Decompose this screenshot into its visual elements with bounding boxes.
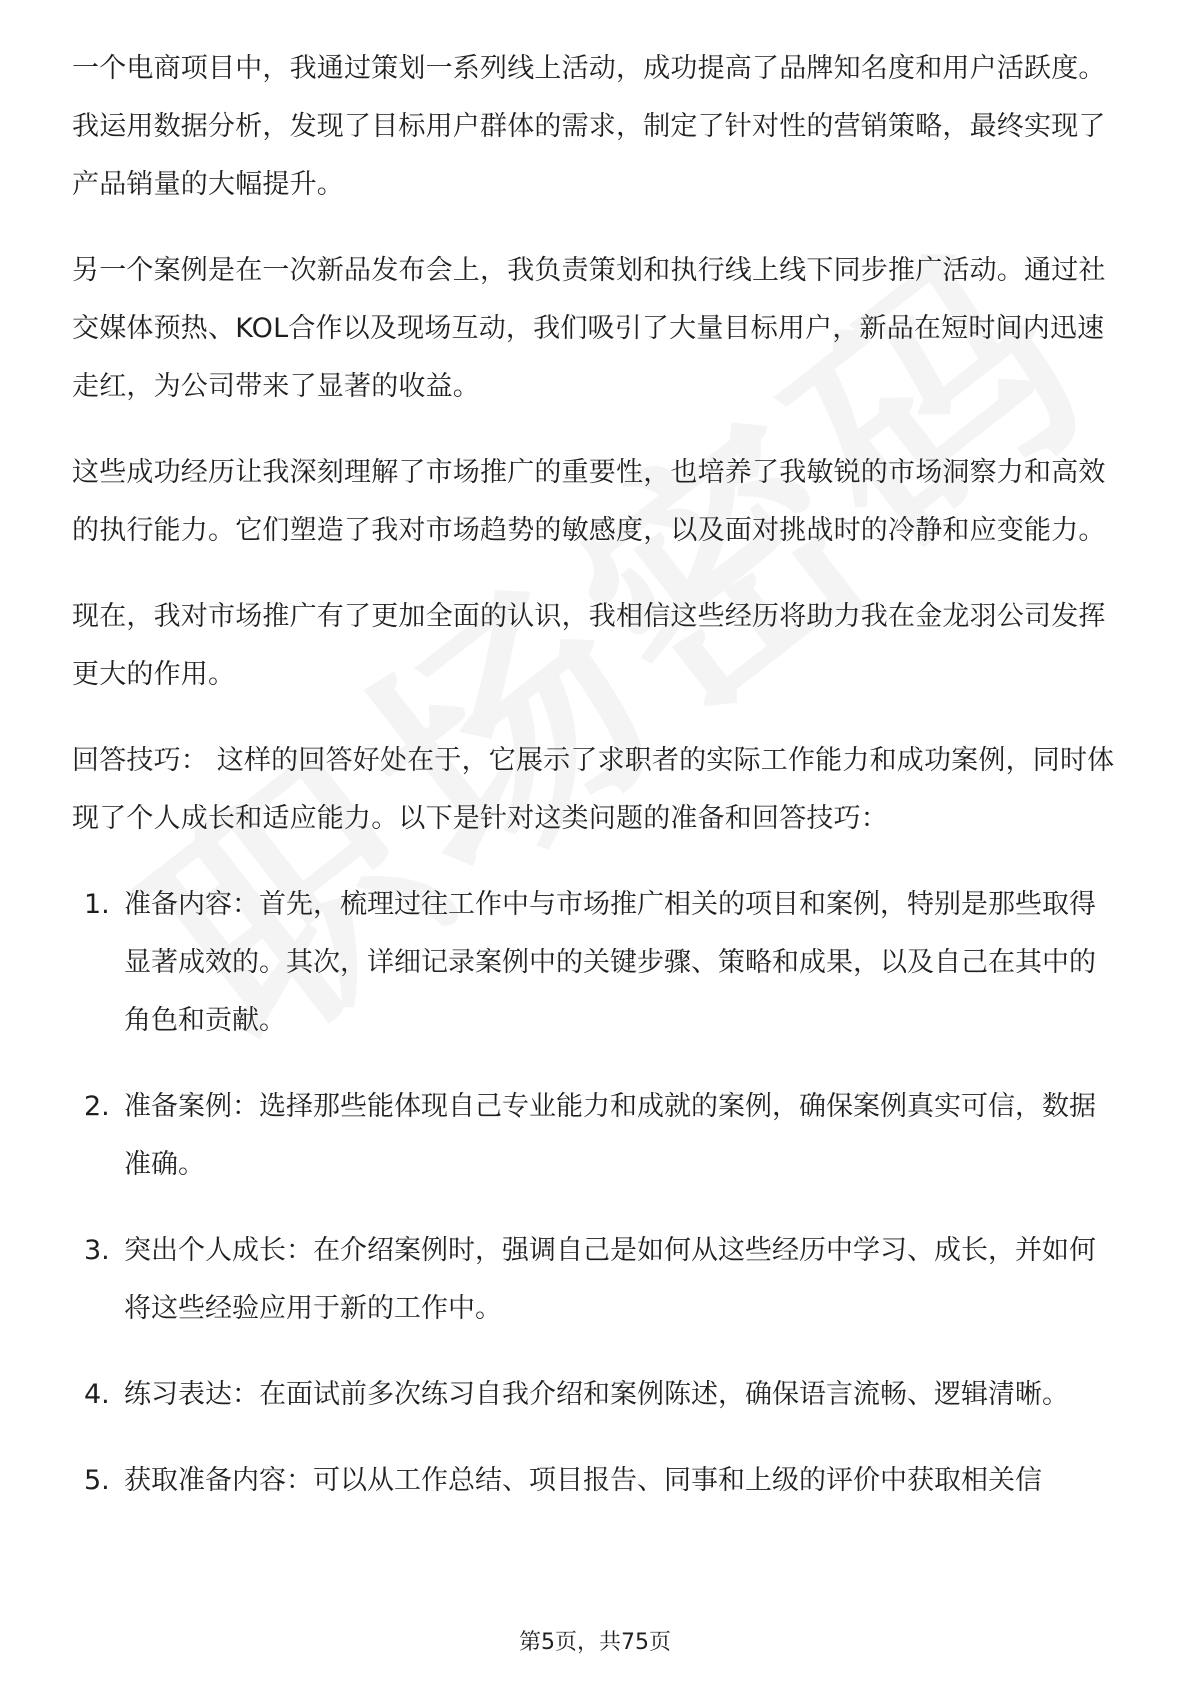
list-item-text: 准备内容：首先，梳理过往工作中与市场推广相关的项目和案例，特别是那些取得显著成效的。其次，详细记录案例中的关键步骤、策略和成果，以及自己在其中的角色和贡献。 xyxy=(124,889,1096,1036)
list-item-text: 突出个人成长：在介绍案例时，强调自己是如何从这些经历中学习、成长，并如何将这些经验应用于新的工作中。 xyxy=(124,1235,1096,1324)
list-item-text: 准备案例：选择那些能体现自己专业能力和成就的案例，确保案例真实可信，数据准确。 xyxy=(124,1091,1096,1180)
list-number: 3. xyxy=(84,1235,110,1266)
list-number: 4. xyxy=(84,1379,110,1410)
page-number-footer: 第5页，共75页 xyxy=(519,1630,671,1655)
list-number: 2. xyxy=(84,1091,110,1122)
list-item xyxy=(72,876,1122,1050)
list-item xyxy=(72,1366,1122,1424)
list-item xyxy=(72,1078,1122,1194)
list-item-text: 获取准备内容：可以从工作总结、项目报告、同事和上级的评价中获取相关信 xyxy=(124,1465,1042,1496)
paragraph: 一个电商项目中，我通过策划一系列线上活动，成功提高了品牌知名度和用户活跃度。我运用数据分析，发现了目标用户群体的需求，制定了针对性的营销策略，最终实现了产品销量的大幅提升。 xyxy=(72,53,1106,200)
paragraph: 这些成功经历让我深刻理解了市场推广的重要性，也培养了我敏锐的市场洞察力和高效的执行能力。它们塑造了我对市场趋势的敏感度，以及面对挑战时的冷静和应变能力。 xyxy=(72,457,1106,546)
list-item xyxy=(72,1452,1122,1510)
list-number: 5. xyxy=(84,1465,110,1496)
list-number: 1. xyxy=(84,889,110,920)
paragraph: 现在，我对市场推广有了更加全面的认识，我相信这些经历将助力我在金龙羽公司发挥更大的作用。 xyxy=(72,601,1106,690)
answer-tips-intro: 回答技巧： 这样的回答好处在于，它展示了求职者的实际工作能力和成功案例，同时体现了个人成长和适应能力。以下是针对这类问题的准备和回答技巧： xyxy=(72,745,1115,834)
list-item-text: 练习表达：在面试前多次练习自我介绍和案例陈述，确保语言流畅、逻辑清晰。 xyxy=(124,1379,1069,1410)
list-item xyxy=(72,1222,1122,1338)
document-body xyxy=(72,40,1122,1538)
tips-list xyxy=(72,876,1122,1510)
paragraph: 另一个案例是在一次新品发布会上，我负责策划和执行线上线下同步推广活动。通过社交媒体预热、KOL合作以及现场互动，我们吸引了大量目标用户，新品在短时间内迅速走红，为公司带来了显著的收益。 xyxy=(72,255,1106,402)
